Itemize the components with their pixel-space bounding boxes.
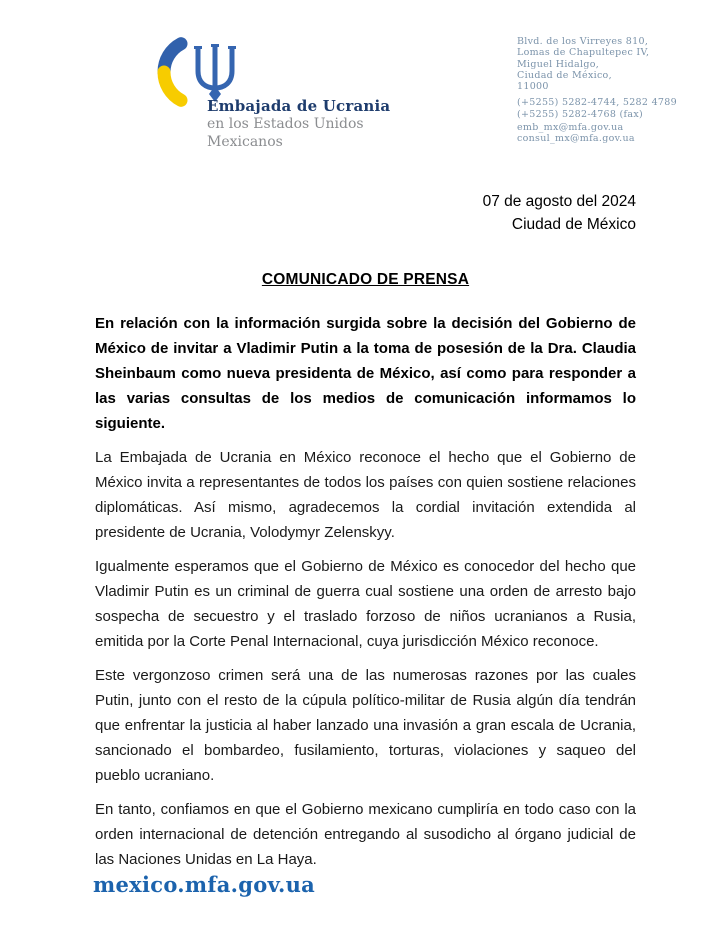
address-line: 11000 [517, 81, 549, 93]
address-line: Lomas de Chapultepec IV, [517, 47, 650, 59]
org-subtitle-line1: en los Estados Unidos [207, 116, 364, 132]
paragraph-intro: En relación con la información surgida sobre la decisión del Gobierno de México de invitar a Vladimir Putin a la toma de posesión de la Dra. Claudia Sheinbaum como nueva presidenta de México, así como para responder a las varias consultas de los medios de comunicación informamos lo siguiente. [95, 315, 636, 432]
paragraph: En tanto, confiamos en que el Gobierno mexicano cumpliría en todo caso con la orden internacional de detención entregando al susodicho al órgano judicial de las Naciones Unidas en La Haya. [95, 801, 636, 868]
address-line: Miguel Hidalgo, [517, 58, 600, 70]
paragraph: Igualmente esperamos que el Gobierno de México es conocedor del hecho que Vladimir Putin es un criminal de guerra cual sostiene una orden de arresto bajo sospecha de secuestro y el traslado forzoso de niños ucranianos a Rusia, emitida por la Corte Penal Internacional, cuya jurisdicción México reconoce. [95, 558, 636, 650]
dateline-date: 07 de agosto del 2024 [482, 193, 636, 210]
paragraph: Este vergonzoso crimen será una de las numerosas razones por las cuales Putin, junto con el resto de la cúpula político-militar de Rusia algún día tendrán que enfrentar la justicia al haber lanzado una invasión a gran escala de Ucrania, sancionado el bombardeo, fusilamiento, torturas, violaciones y saqueo del pueblo ucraniano. [95, 667, 636, 784]
dateline-city: Ciudad de México [511, 216, 636, 233]
org-subtitle-line2: Mexicanos [207, 133, 283, 150]
phone-line: (+5255) 5282-4744, 5282 4789 [517, 97, 677, 109]
email-line: consul_mx@mfa.gov.ua [517, 133, 635, 145]
paragraph: La Embajada de Ucrania en México reconoce el hecho que el Gobierno de México invita a representantes de todos los países con quien sostiene relaciones diplomáticas. Así mismo, agradecemos la cordial invitación extendida al presidente de Ucrania, Volodymyr Zelenskyy. [95, 449, 636, 541]
email-line: emb_mx@mfa.gov.ua [517, 122, 624, 134]
website-text: mexico.mfa.gov.ua [93, 872, 316, 897]
address-line: Blvd. de los Virreyes 810, [517, 36, 649, 47]
org-name: Embajada de Ucrania [207, 97, 391, 115]
dateline [95, 190, 636, 236]
address-line: Ciudad de México, [517, 69, 612, 81]
letter-body [95, 0, 636, 872]
document-title: COMUNICADO DE PRENSA [261, 271, 470, 288]
fax-line: (+5255) 5282-4768 (fax) [517, 108, 644, 120]
